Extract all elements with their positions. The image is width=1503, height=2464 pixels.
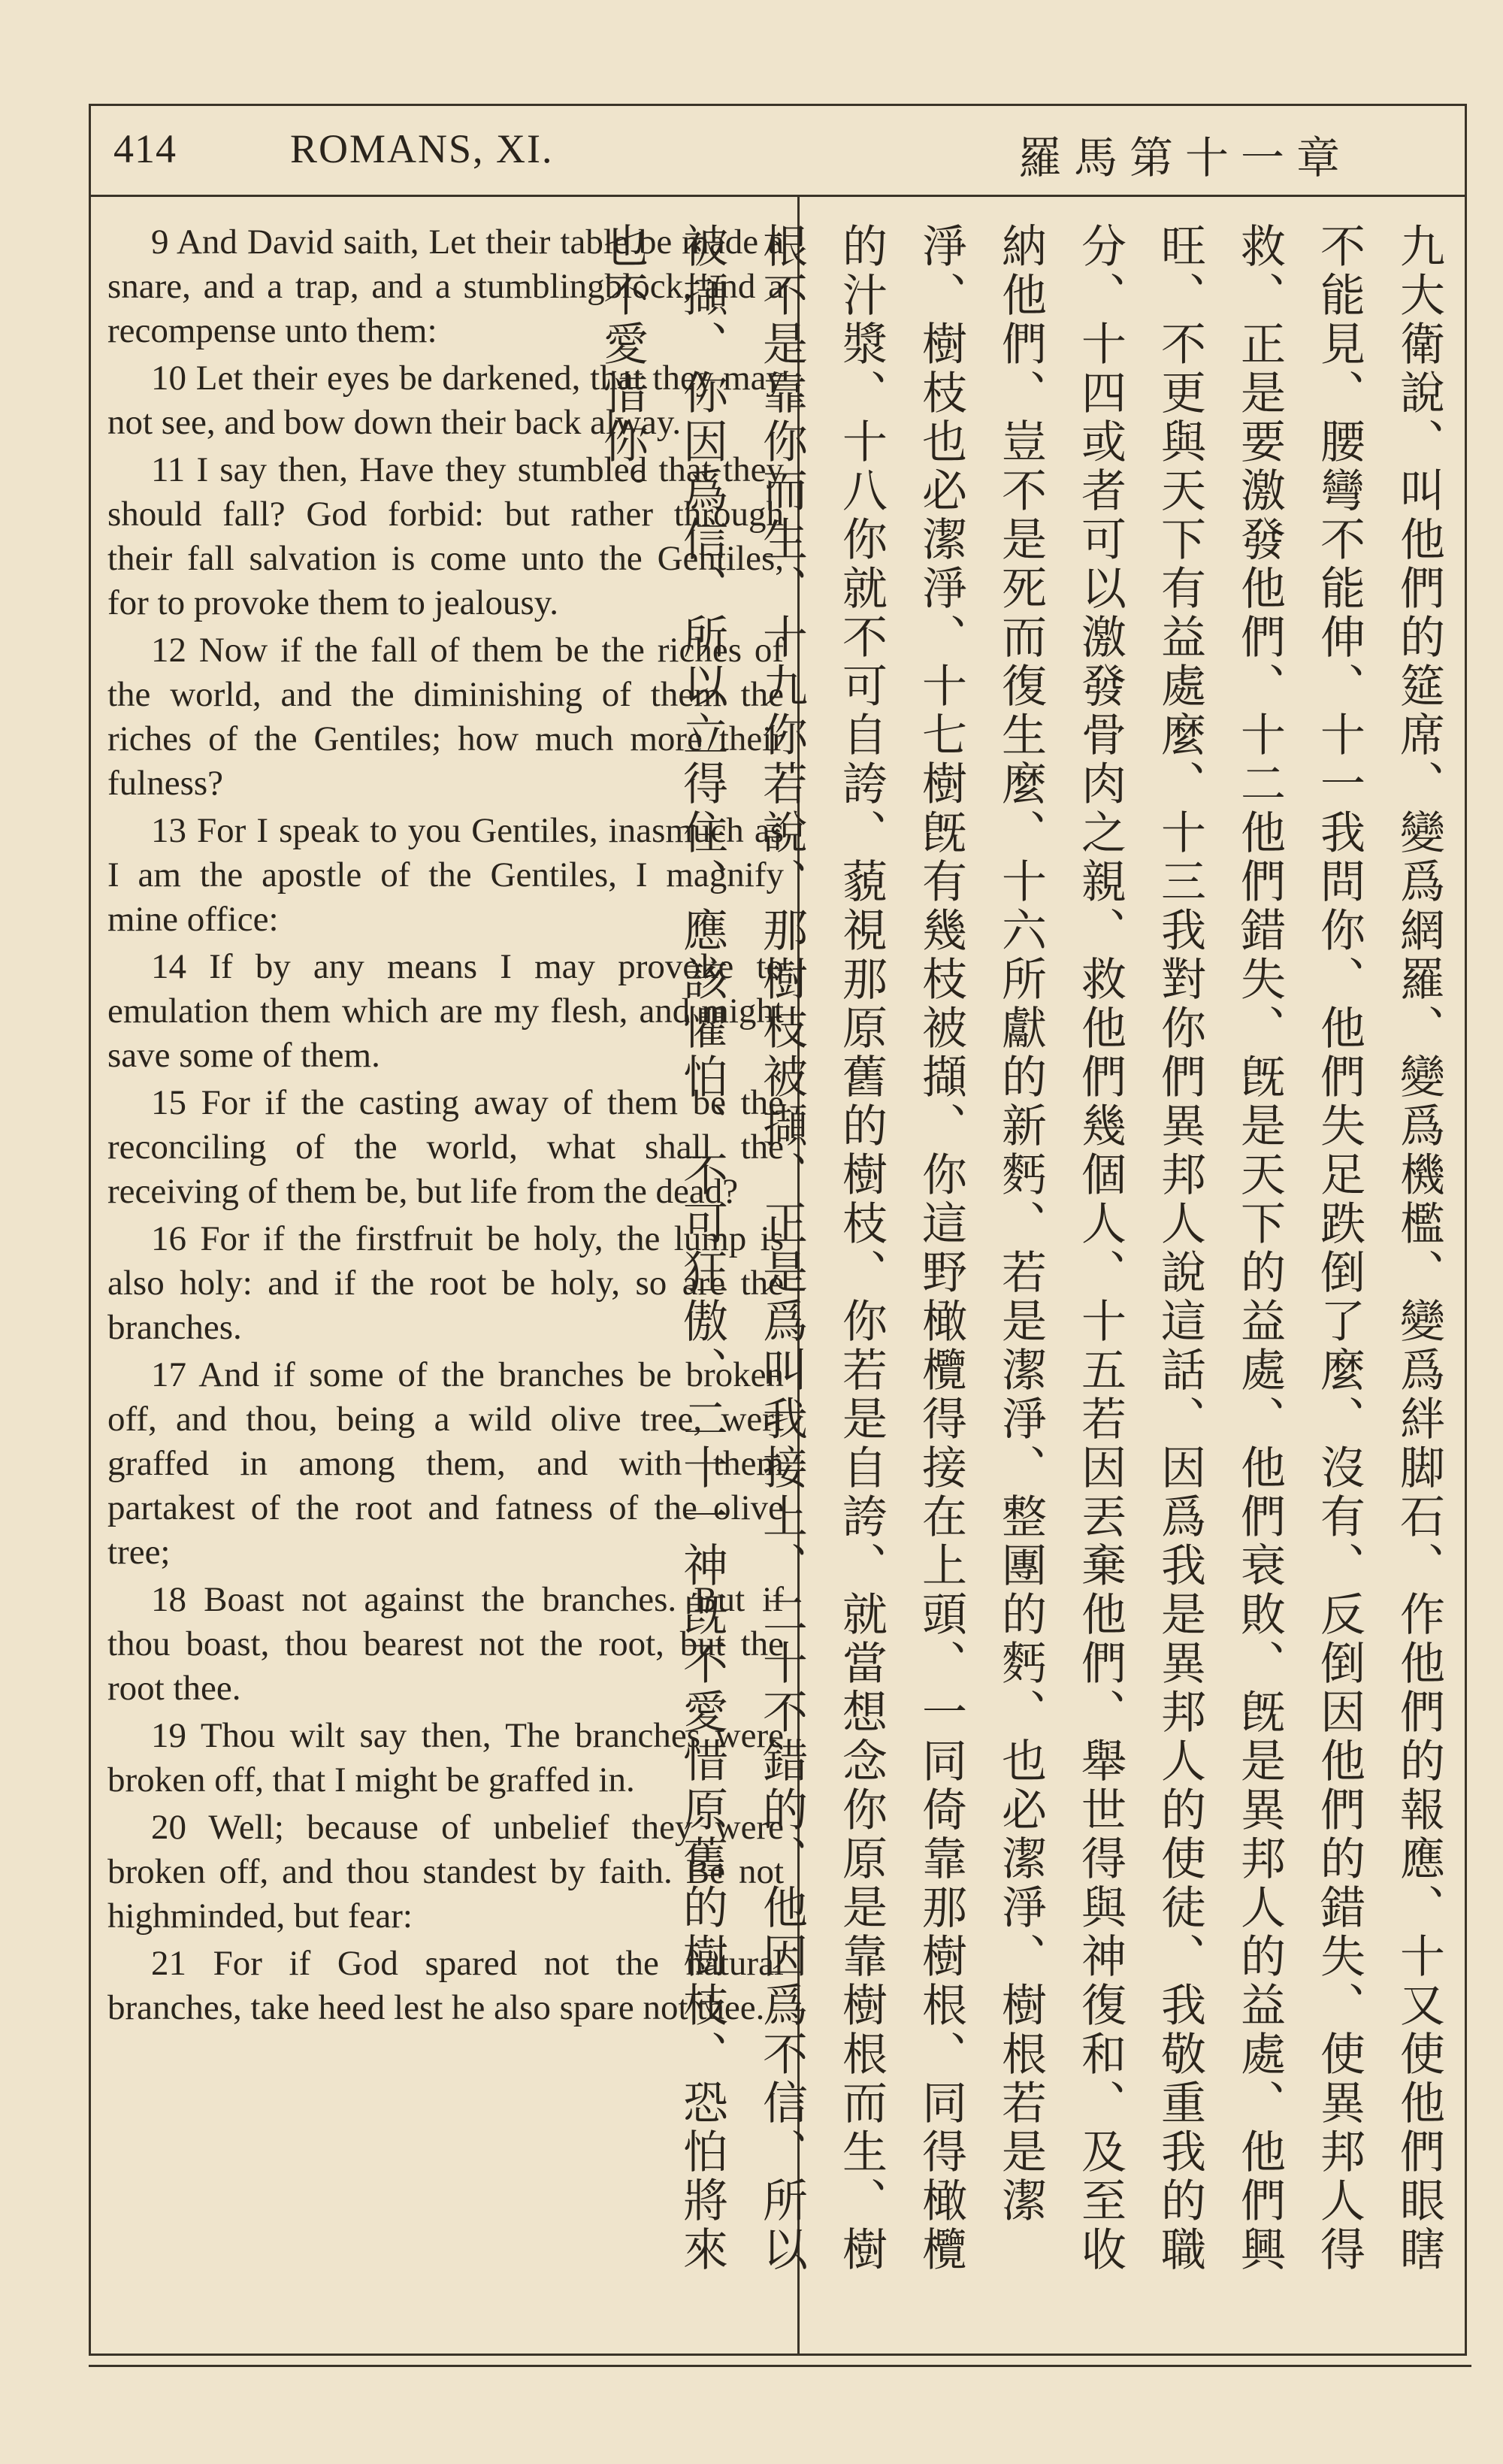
verse: 20 Well; because of unbelief they were broken off, and thou standest by faith. Be not highminded, but fear: (107, 1808, 784, 1936)
verse: 11 I say then, Have they stumbled that they should fall? God forbid: but rather through their fall salvation is come unto the Gentiles, for to provoke them to jealousy. (107, 450, 784, 622)
verse: 12 Now if the fall of them be the riches of the world, and the diminishing of them the riches of the Gentiles; how much more their fulness? (107, 631, 784, 803)
verse: 10 Let their eyes be darkened, that they may not see, and bow down their back alway. (107, 359, 784, 442)
chinese-paragraph: 九大衛說、叫他們的筵席、變爲網羅、變爲機檻、變爲絆脚石、作他們的報應、十又使他們眼瞎不能見、腰彎不能伸、十一我問你、他們失足跌倒了麼、沒有、反倒因他們的錯失、使異邦人得救、正是要激發他們、十二他們錯失、旣是天下的益處、他們衰敗、旣是異邦人的益處、他們興旺、不更與天下有益處麼、十三我對你們異邦人說這話、因爲我是異邦人的使徒、我敬重我的職分、十四或者可以激發骨肉之親、救他們幾個人、十五若因丟棄他們、舉世得與神復和、及至收納他們、豈不是死而復生麼、十六所獻的新麫、若是潔淨、整團的麫、也必潔淨、樹根若是潔淨、樹枝也必潔淨、十七樹旣有幾枝被擷、你這野橄欖得接在上頭、一同倚靠那樹根、同得橄欖的汁漿、十八你就不可自誇、藐視那原舊的樹枝、你若是自誇、就當想念你原是靠樹根而生、樹根不是靠你而生、十九你若說、那樹枝被擷、正是爲叫我接上、二十不錯的、他因爲不信、所以被擷、你因爲信、所以立得住、應該懼怕、不可狂傲、二十一神旣不愛惜原舊的樹枝、恐怕將來也不愛惜你。 (596, 222, 1445, 2275)
page-frame (89, 104, 1467, 2356)
verse: 14 If by any means I may provoke to emulation them which are my flesh, and might save some of them. (107, 947, 784, 1075)
verse: 18 Boast not against the branches. But if thou boast, thou bearest not the root, but the root thee. (107, 1580, 784, 1708)
page-header (91, 106, 1465, 197)
page-number: 414 (113, 126, 177, 171)
verse: 9 And David saith, Let their table be made a snare, and a trap, and a stumblingblock, and a recompense unto them: (107, 222, 784, 350)
bottom-rule (89, 2365, 1471, 2367)
verse: 16 For if the firstfruit be holy, the lump is also holy: and if the root be holy, so are the branches. (107, 1219, 784, 1347)
verse: 21 For if God spared not the natural branches, take heed lest he also spare not thee. (107, 1944, 784, 2027)
verse: 15 For if the casting away of them be the reconciling of the world, what shall the receiving of them be, but life from the dead? (107, 1083, 784, 1211)
running-title: ROMANS, XI. (290, 126, 554, 171)
verse: 19 Thou wilt say then, The branches were broken off, that I might be graffed in. (107, 1716, 784, 1800)
chinese-running-title: 羅馬第十一章 (1018, 132, 1352, 183)
verse: 13 For I speak to you Gentiles, inasmuch as I am the apostle of the Gentiles, I magnify mine office: (107, 811, 784, 939)
chinese-text-column (596, 222, 1459, 2297)
verse: 17 And if some of the branches be broken off, and thou, being a wild olive tree, wert graffed in among them, and with them partakest of the root and fatness of the olive tree; (107, 1355, 784, 1572)
